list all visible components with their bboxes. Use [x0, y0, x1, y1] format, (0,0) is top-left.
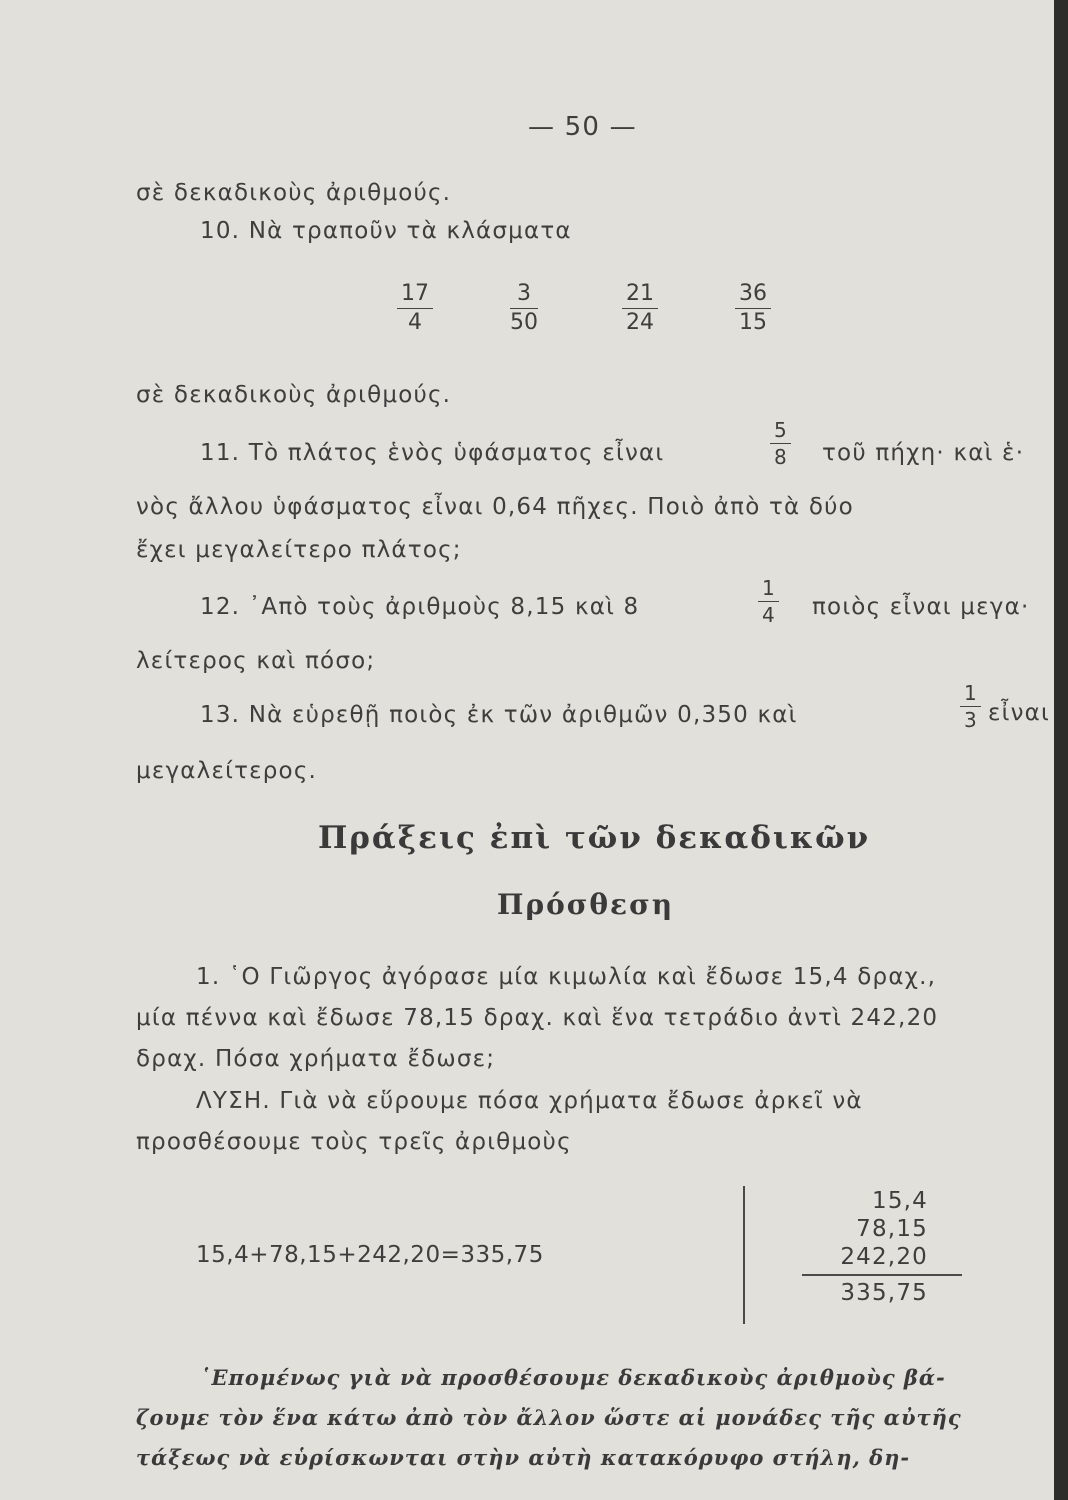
fraction-numerator: 21 — [622, 283, 658, 309]
divider-line — [743, 1186, 745, 1324]
fraction-numerator: 36 — [735, 283, 771, 309]
text-line: 12. ᾿Απὸ τοὺς ἀριθμοὺς 8,15 καὶ 8 — [200, 594, 640, 620]
fraction-numerator: 3 — [510, 283, 538, 309]
rule-line: ῾Επομένως γιὰ νὰ προσθέσουμε δεκαδικοὺς ἀριθμοὺς βά- — [200, 1365, 946, 1390]
text-line: σὲ δεκαδικοὺς ἀριθμούς. — [136, 180, 452, 206]
rule-line: τάξεως νὰ εὑρίσκωνται στὴν αὐτὴ κατακόρυφο στήλη, δη- — [136, 1445, 911, 1470]
text-line: νὸς ἄλλου ὑφάσματος εἶναι 0,64 πῆχες. Ποιὸ ἀπὸ τὰ δύο — [136, 494, 854, 520]
section-subheading: Πρόσθεση — [497, 888, 675, 921]
text-line: ἔχει μεγαλείτερο πλάτος; — [136, 537, 462, 563]
text-line: μεγαλείτερος. — [136, 758, 318, 784]
fraction-denominator: 24 — [626, 310, 654, 335]
rule-line: ζουμε τὸν ἕνα κάτω ἀπὸ τὸν ἄλλον ὥστε αἱ μονάδες τῆς αὐτῆς — [136, 1405, 962, 1430]
fraction-denominator: 3 — [964, 708, 977, 732]
fraction-denominator: 8 — [774, 445, 787, 469]
fraction — [770, 420, 791, 467]
fraction-numerator: 1 — [758, 578, 779, 602]
text-line: προσθέσουμε τοὺς τρεῖς ἀριθμοὺς — [136, 1129, 572, 1155]
text-line: 13. Νὰ εὑρεθῇ ποιὸς ἐκ τῶν ἀριθμῶν 0,350 καὶ — [200, 702, 798, 728]
equation: 15,4+78,15+242,20=335,75 — [196, 1242, 544, 1268]
text-line: 11. Τὸ πλάτος ἑνὸς ὑφάσματος εἶναι — [200, 440, 665, 466]
fraction-denominator: 15 — [739, 310, 767, 335]
fraction-numerator: 5 — [770, 420, 791, 444]
sum: 335,75 — [840, 1280, 928, 1306]
text-line: 10. Νὰ τραποῦν τὰ κλάσματα — [200, 218, 572, 244]
fraction-denominator: 50 — [510, 310, 538, 335]
addend: 15,4 — [871, 1188, 928, 1214]
text-line: σὲ δεκαδικοὺς ἀριθμούς. — [136, 382, 452, 408]
page-number: — 50 — — [528, 112, 637, 142]
addend: 242,20 — [840, 1244, 928, 1270]
text-line: δραχ. Πόσα χρήματα ἔδωσε; — [136, 1046, 496, 1072]
fraction — [758, 578, 779, 625]
text-line: ΛΥΣΗ. Γιὰ νὰ εὕρουμε πόσα χρήματα ἔδωσε ἀρκεῖ νὰ — [196, 1088, 863, 1114]
addend: 78,15 — [856, 1216, 928, 1242]
fraction-denominator: 4 — [762, 603, 775, 627]
section-heading: Πράξεις ἐπὶ τῶν δεκαδικῶν — [318, 820, 871, 856]
fraction — [397, 283, 433, 334]
text-line: 1. ῾Ο Γιῶργος ἀγόρασε μία κιμωλία καὶ ἔδωσε 15,4 δραχ., — [196, 964, 937, 990]
fraction — [510, 283, 538, 334]
fraction — [622, 283, 658, 334]
fraction-numerator: 17 — [397, 283, 433, 309]
page-edge — [1054, 0, 1068, 1500]
fraction-denominator: 4 — [408, 310, 422, 335]
fraction — [735, 283, 771, 334]
sum-line — [802, 1274, 962, 1276]
text-line: ποιὸς εἶναι μεγα· — [812, 594, 1030, 620]
text-line: λείτερος καὶ πόσο; — [136, 648, 376, 674]
fraction — [960, 683, 981, 730]
text-line: τοῦ πήχη· καὶ ἑ· — [822, 440, 1025, 466]
text-line: μία πέννα καὶ ἔδωσε 78,15 δραχ. καὶ ἕνα τετράδιο ἀντὶ 242,20 — [136, 1005, 939, 1031]
fraction-numerator: 1 — [960, 683, 981, 707]
text-line: εἶναι — [988, 700, 1051, 726]
